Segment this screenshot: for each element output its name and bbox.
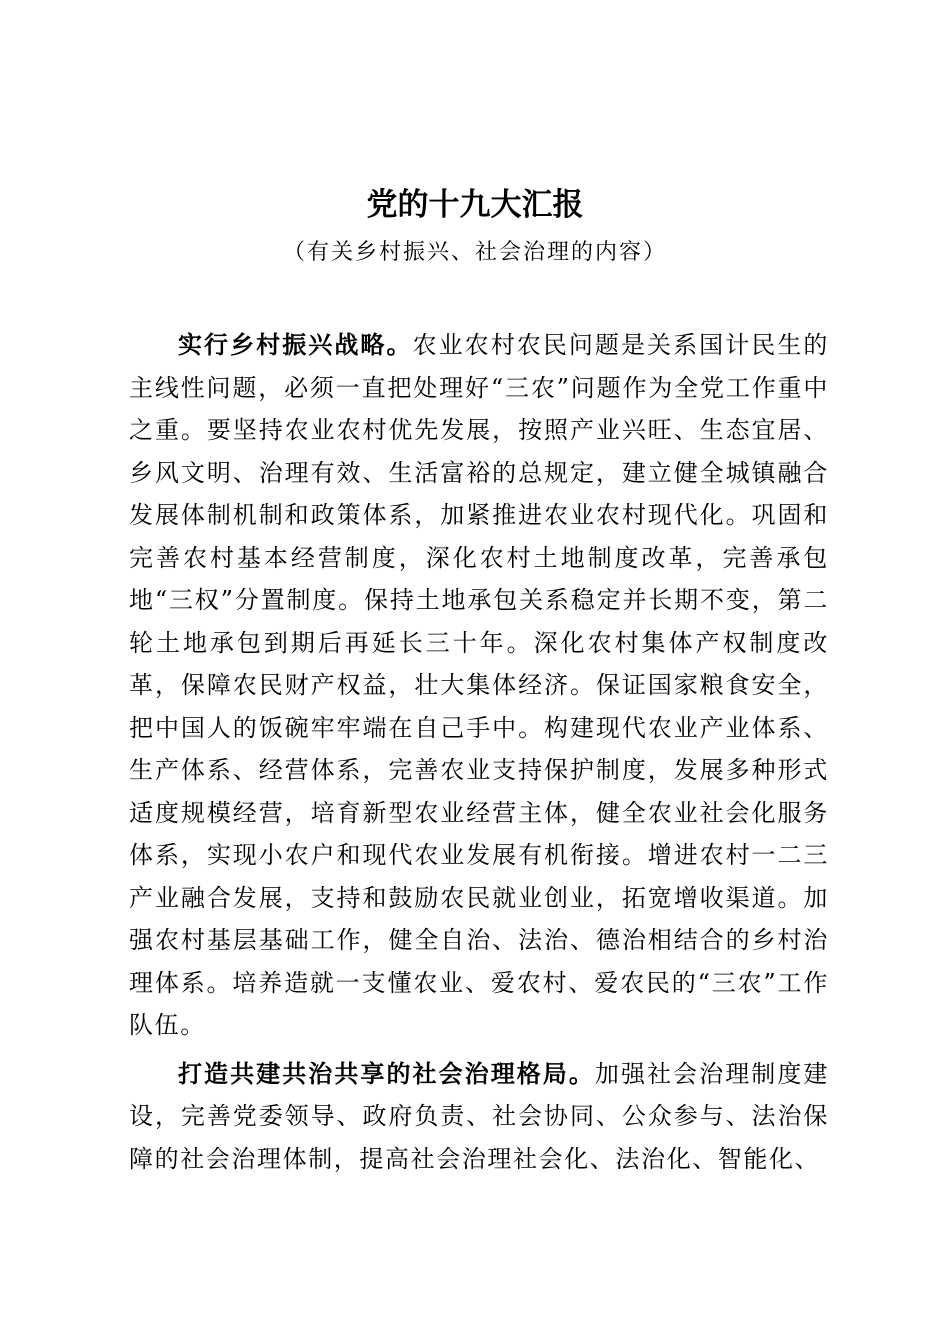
document-body (129, 324, 829, 1186)
paragraph-text: 农业农村农民问题是关系国计民生的主线性问题，必须一直把处理好“三农”问题作为全党工作重中之重。要坚持农业农村优先发展，按照产业兴旺、生态宜居、乡风文明、治理有效、生活富裕的总规定，建立健全城镇融合发展体制机制和政策体系，加紧推进农业农村现代化。巩固和完善农村基本经营制度，深化农村土地制度改革，完善承包地“三权”分置制度。保持土地承包关系稳定并长期不变，第二轮土地承包到期后再延长三十年。深化农村集体产权制度改革，保障农民财产权益，壮大集体经济。保证国家粮食安全，把中国人的饭碗牢牢端在自己手中。构建现代农业产业体系、生产体系、经营体系，完善农业支持保护制度，发展多种形式适度规模经营，培育新型农业经营主体，健全农业社会化服务体系，实现小农户和现代农业发展有机衔接。增进农村一二三产业融合发展，支持和鼓励农民就业创业，拓宽增收渠道。加强农村基层基础工作，健全自治、法治、德治相结合的乡村治理体系。培养造就一支懂农业、爱农村、爱农民的“三农”工作队伍。 (129, 331, 829, 1039)
document-subtitle: （有关乡村振兴、社会治理的内容） (282, 240, 667, 265)
document-title: 党的十九大汇报 (366, 187, 584, 223)
paragraph-social-governance (129, 1053, 829, 1181)
paragraph-heading: 实行乡村振兴战略。 (178, 330, 413, 359)
paragraph-heading: 打造共建共治共享的社会治理格局。 (178, 1058, 595, 1088)
paragraph-rural-revitalization (129, 324, 829, 1047)
paragraph-text: 加强社会治理制度建设，完善党委领导、政府负责、社会协同、公众参与、法治保障的社会治理体制，提高社会治理社会化、法治化、智能化、 (129, 1059, 829, 1173)
